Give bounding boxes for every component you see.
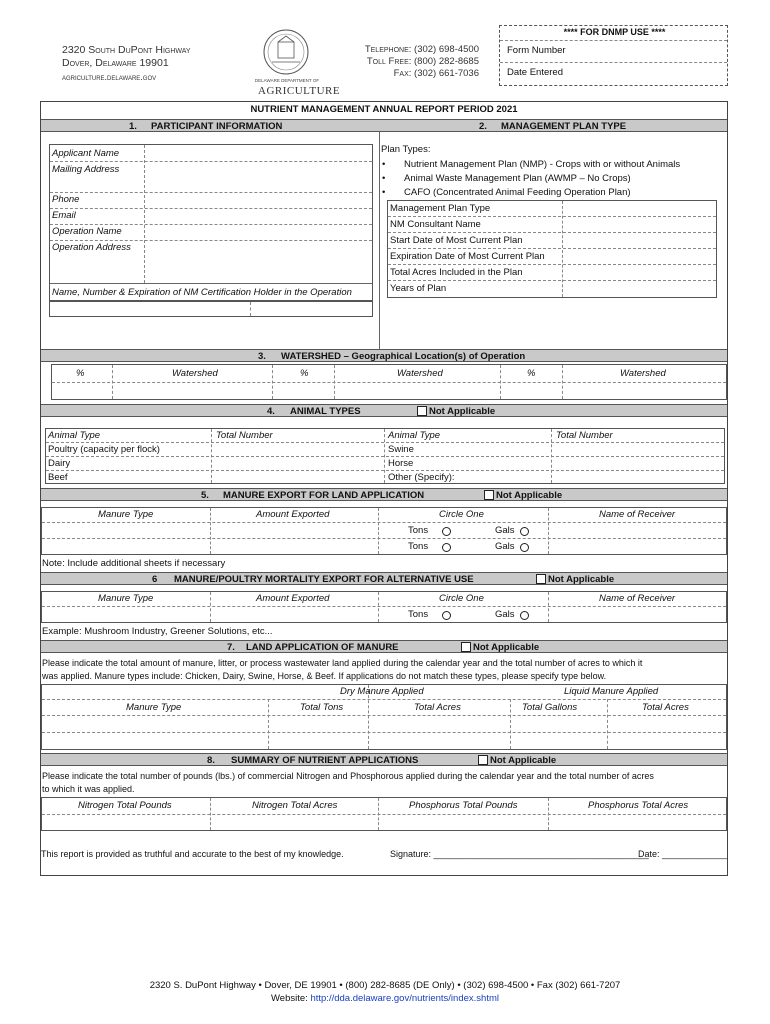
manure-export-not-applicable-checkbox[interactable] (484, 490, 494, 500)
date-entered-label: Date Entered (507, 67, 563, 78)
alt-tons-radio[interactable] (442, 611, 451, 620)
section-4-header: 4. ANIMAL TYPES Not Applicable (41, 404, 727, 417)
plan-type-cafo: • CAFO (Concentrated Animal Feeding Operation Plan) (404, 187, 631, 198)
section-2-number: 2. (479, 121, 487, 132)
row1-gals-radio[interactable] (520, 527, 529, 536)
row1-tons-label: Tons (408, 525, 429, 536)
date-line[interactable]: Date: _____________ (638, 849, 728, 859)
row1-gals-label: Gals (495, 525, 515, 536)
nutrient-instructions-1: Please indicate the total number of pounds (lbs.) of commercial Nitrogen and Phosphorous applied during the calendar year and the total number of acres (42, 771, 654, 781)
section-8-header: 8. SUMMARY OF NUTRIENT APPLICATIONS Not Applicable (41, 753, 727, 766)
alt-gals-radio[interactable] (520, 611, 529, 620)
land-manure-type-header: Manure Type (126, 702, 182, 713)
liquid-total-gallons-header: Total Gallons (522, 702, 578, 713)
website-link[interactable]: http://dda.delaware.gov/nutrients/index.shtml (310, 993, 499, 1004)
phone-label: Phone (52, 194, 80, 205)
alt-circle-one-header: Circle One (439, 593, 484, 604)
watershed-name-1: Watershed (172, 368, 218, 379)
animal-swine: Swine (388, 444, 414, 455)
alternative-use-not-applicable-checkbox[interactable] (536, 574, 546, 584)
operation-address-label: Operation Address (52, 242, 131, 253)
footer-website (0, 993, 770, 1004)
dnmp-title: **** FOR DNMP USE **** (563, 27, 666, 37)
report-title: NUTRIENT MANAGEMENT ANNUAL REPORT PERIOD 2021 (250, 104, 518, 115)
section-6-header: 6 MANURE/POULTRY MORTALITY EXPORT FOR ALTERNATIVE USE Not Applicable (41, 572, 727, 585)
row2-tons-label: Tons (408, 541, 429, 552)
phosphorus-acres-header: Phosphorus Total Acres (588, 800, 689, 811)
watershed-pct-2: % (300, 368, 309, 379)
animal-type-header-left: Animal Type (48, 430, 101, 441)
nutrient-summary-na-label: Not Applicable (490, 755, 557, 766)
animal-dairy: Dairy (48, 458, 71, 469)
nutrient-summary-not-applicable-checkbox[interactable] (478, 755, 488, 765)
alt-tons-label: Tons (408, 609, 429, 620)
alt-name-of-receiver-header: Name of Receiver (599, 593, 676, 604)
row2-gals-label: Gals (495, 541, 515, 552)
website-label: Website: (271, 993, 308, 1004)
animal-other: Other (Specify): (388, 472, 455, 483)
section-5-header: 5. MANURE EXPORT FOR LAND APPLICATION Not Applicable (41, 488, 727, 501)
section-1-number: 1. (129, 121, 137, 132)
amount-exported-header: Amount Exported (256, 509, 330, 520)
email-label: Email (52, 210, 76, 221)
watershed-pct-3: % (527, 368, 536, 379)
certification-statement: This report is provided as truthful and accurate to the best of my knowledge. (41, 849, 344, 859)
total-number-header-left: Total Number (216, 430, 273, 441)
animal-types-table (45, 428, 725, 484)
address-line-1: 2320 South DuPont Highway (62, 44, 191, 56)
watershed-name-2: Watershed (397, 368, 443, 379)
watershed-table (51, 364, 727, 400)
section-7-header: 7. LAND APPLICATION OF MANURE Not Applicable (41, 640, 727, 653)
additional-sheets-note: Note: Include additional sheets if necessary (42, 558, 226, 569)
liquid-total-acres-header: Total Acres (642, 702, 689, 713)
circle-one-header: Circle One (439, 509, 484, 520)
alternative-use-na-label: Not Applicable (548, 574, 615, 585)
mailing-address-label: Mailing Address (52, 164, 120, 175)
watershed-pct-1: % (76, 368, 85, 379)
footer-contact: 2320 S. DuPont Highway • Dover, DE 19901 • (800) 282-8685 (DE Only) • (302) 698-4500 • Fax (302) 661-7207 (149, 980, 621, 991)
plan-type-awmp: • Animal Waste Management Plan (AWMP – No Crops) (404, 173, 631, 184)
land-application-not-applicable-checkbox[interactable] (461, 642, 471, 652)
manure-export-na-label: Not Applicable (496, 490, 563, 501)
seal-caption: DELAWARE DEPARTMENT OF (254, 78, 320, 83)
plan-type-nmp: • Nutrient Management Plan (NMP) - Crops with or without Animals (404, 159, 680, 170)
plan-types-label: Plan Types: (381, 144, 431, 155)
liquid-manure-header: Liquid Manure Applied (564, 686, 659, 697)
animal-types-not-applicable-checkbox[interactable] (417, 406, 427, 416)
report-form (40, 101, 728, 876)
animal-types-na-label: Not Applicable (429, 406, 496, 417)
total-number-header-right: Total Number (556, 430, 613, 441)
land-application-instructions-2: was applied. Manure types include: Chicken, Dairy, Swine, Horse, & Beef. If applications do not match these types, please specify type below. (42, 671, 607, 681)
section-3-header: 3. WATERSHED – Geographical Location(s) of Operation (41, 349, 727, 362)
management-plan-table (387, 200, 717, 298)
alternative-use-example: Example: Mushroom Industry, Greener Solutions, etc... (42, 626, 273, 637)
department-seal-icon (258, 28, 322, 78)
animal-horse: Horse (388, 458, 414, 469)
nutrient-summary-table (41, 797, 727, 831)
manure-type-header: Manure Type (98, 509, 154, 520)
land-application-table (41, 684, 727, 750)
alternative-use-table (41, 591, 727, 623)
watershed-name-3: Watershed (620, 368, 666, 379)
animal-beef: Beef (48, 472, 68, 483)
expiration-date-label: Expiration Date of Most Current Plan (390, 251, 545, 262)
address-web: agriculture.delaware.gov (62, 72, 157, 82)
nitrogen-pounds-header: Nitrogen Total Pounds (78, 800, 172, 811)
animal-type-header-right: Animal Type (388, 430, 441, 441)
row2-gals-radio[interactable] (520, 543, 529, 552)
fax: Fax: (302) 661-7036 (393, 68, 479, 79)
toll-free: Toll Free: (800) 282-8685 (366, 56, 479, 67)
name-of-receiver-header: Name of Receiver (599, 509, 676, 520)
alt-manure-type-header: Manure Type (98, 593, 154, 604)
nutrient-instructions-2: to which it was applied. (42, 784, 135, 794)
dry-total-acres-header: Total Acres (414, 702, 461, 713)
dry-total-tons-header: Total Tons (300, 702, 344, 713)
address-line-2: Dover, Delaware 19901 (62, 57, 169, 69)
logo-wordmark: AGRICULTURE (258, 85, 341, 97)
section-1-2-header (41, 119, 727, 132)
certification-holder-row (49, 301, 373, 317)
phosphorus-pounds-header: Phosphorus Total Pounds (409, 800, 518, 811)
start-date-label: Start Date of Most Current Plan (390, 235, 523, 246)
alt-gals-label: Gals (495, 609, 515, 620)
section-2-title: MANAGEMENT PLAN TYPE (501, 121, 627, 132)
nitrogen-acres-header: Nitrogen Total Acres (252, 800, 338, 811)
animal-poultry: Poultry (capacity per flock) (48, 444, 160, 455)
land-application-na-label: Not Applicable (473, 642, 540, 653)
years-of-plan-label: Years of Plan (390, 283, 447, 294)
management-plan-type-label: Management Plan Type (390, 203, 491, 214)
alt-amount-exported-header: Amount Exported (256, 593, 330, 604)
row1-tons-radio[interactable] (442, 527, 451, 536)
signature-line[interactable]: Signature: ___________________________________________ (390, 849, 649, 859)
form-number-label: Form Number (507, 45, 566, 56)
dry-manure-header: Dry Manure Applied (340, 686, 424, 697)
participant-info-table (49, 144, 373, 301)
nm-certification-label: Name, Number & Expiration of NM Certification Holder in the Operation (52, 287, 352, 298)
section-1-title: PARTICIPANT INFORMATION (151, 121, 283, 132)
telephone: Telephone: (302) 698-4500 (364, 44, 479, 55)
row2-tons-radio[interactable] (442, 543, 451, 552)
land-application-instructions-1: Please indicate the total amount of manure, litter, or process wastewater land applied during the calendar year and the total number of acres to which it (42, 658, 643, 668)
manure-export-table (41, 507, 727, 555)
nm-consultant-label: NM Consultant Name (390, 219, 481, 230)
operation-name-label: Operation Name (52, 226, 122, 237)
applicant-name-label: Applicant Name (52, 148, 120, 159)
dnmp-use-box (499, 25, 728, 86)
total-acres-label: Total Acres Included in the Plan (390, 267, 523, 278)
